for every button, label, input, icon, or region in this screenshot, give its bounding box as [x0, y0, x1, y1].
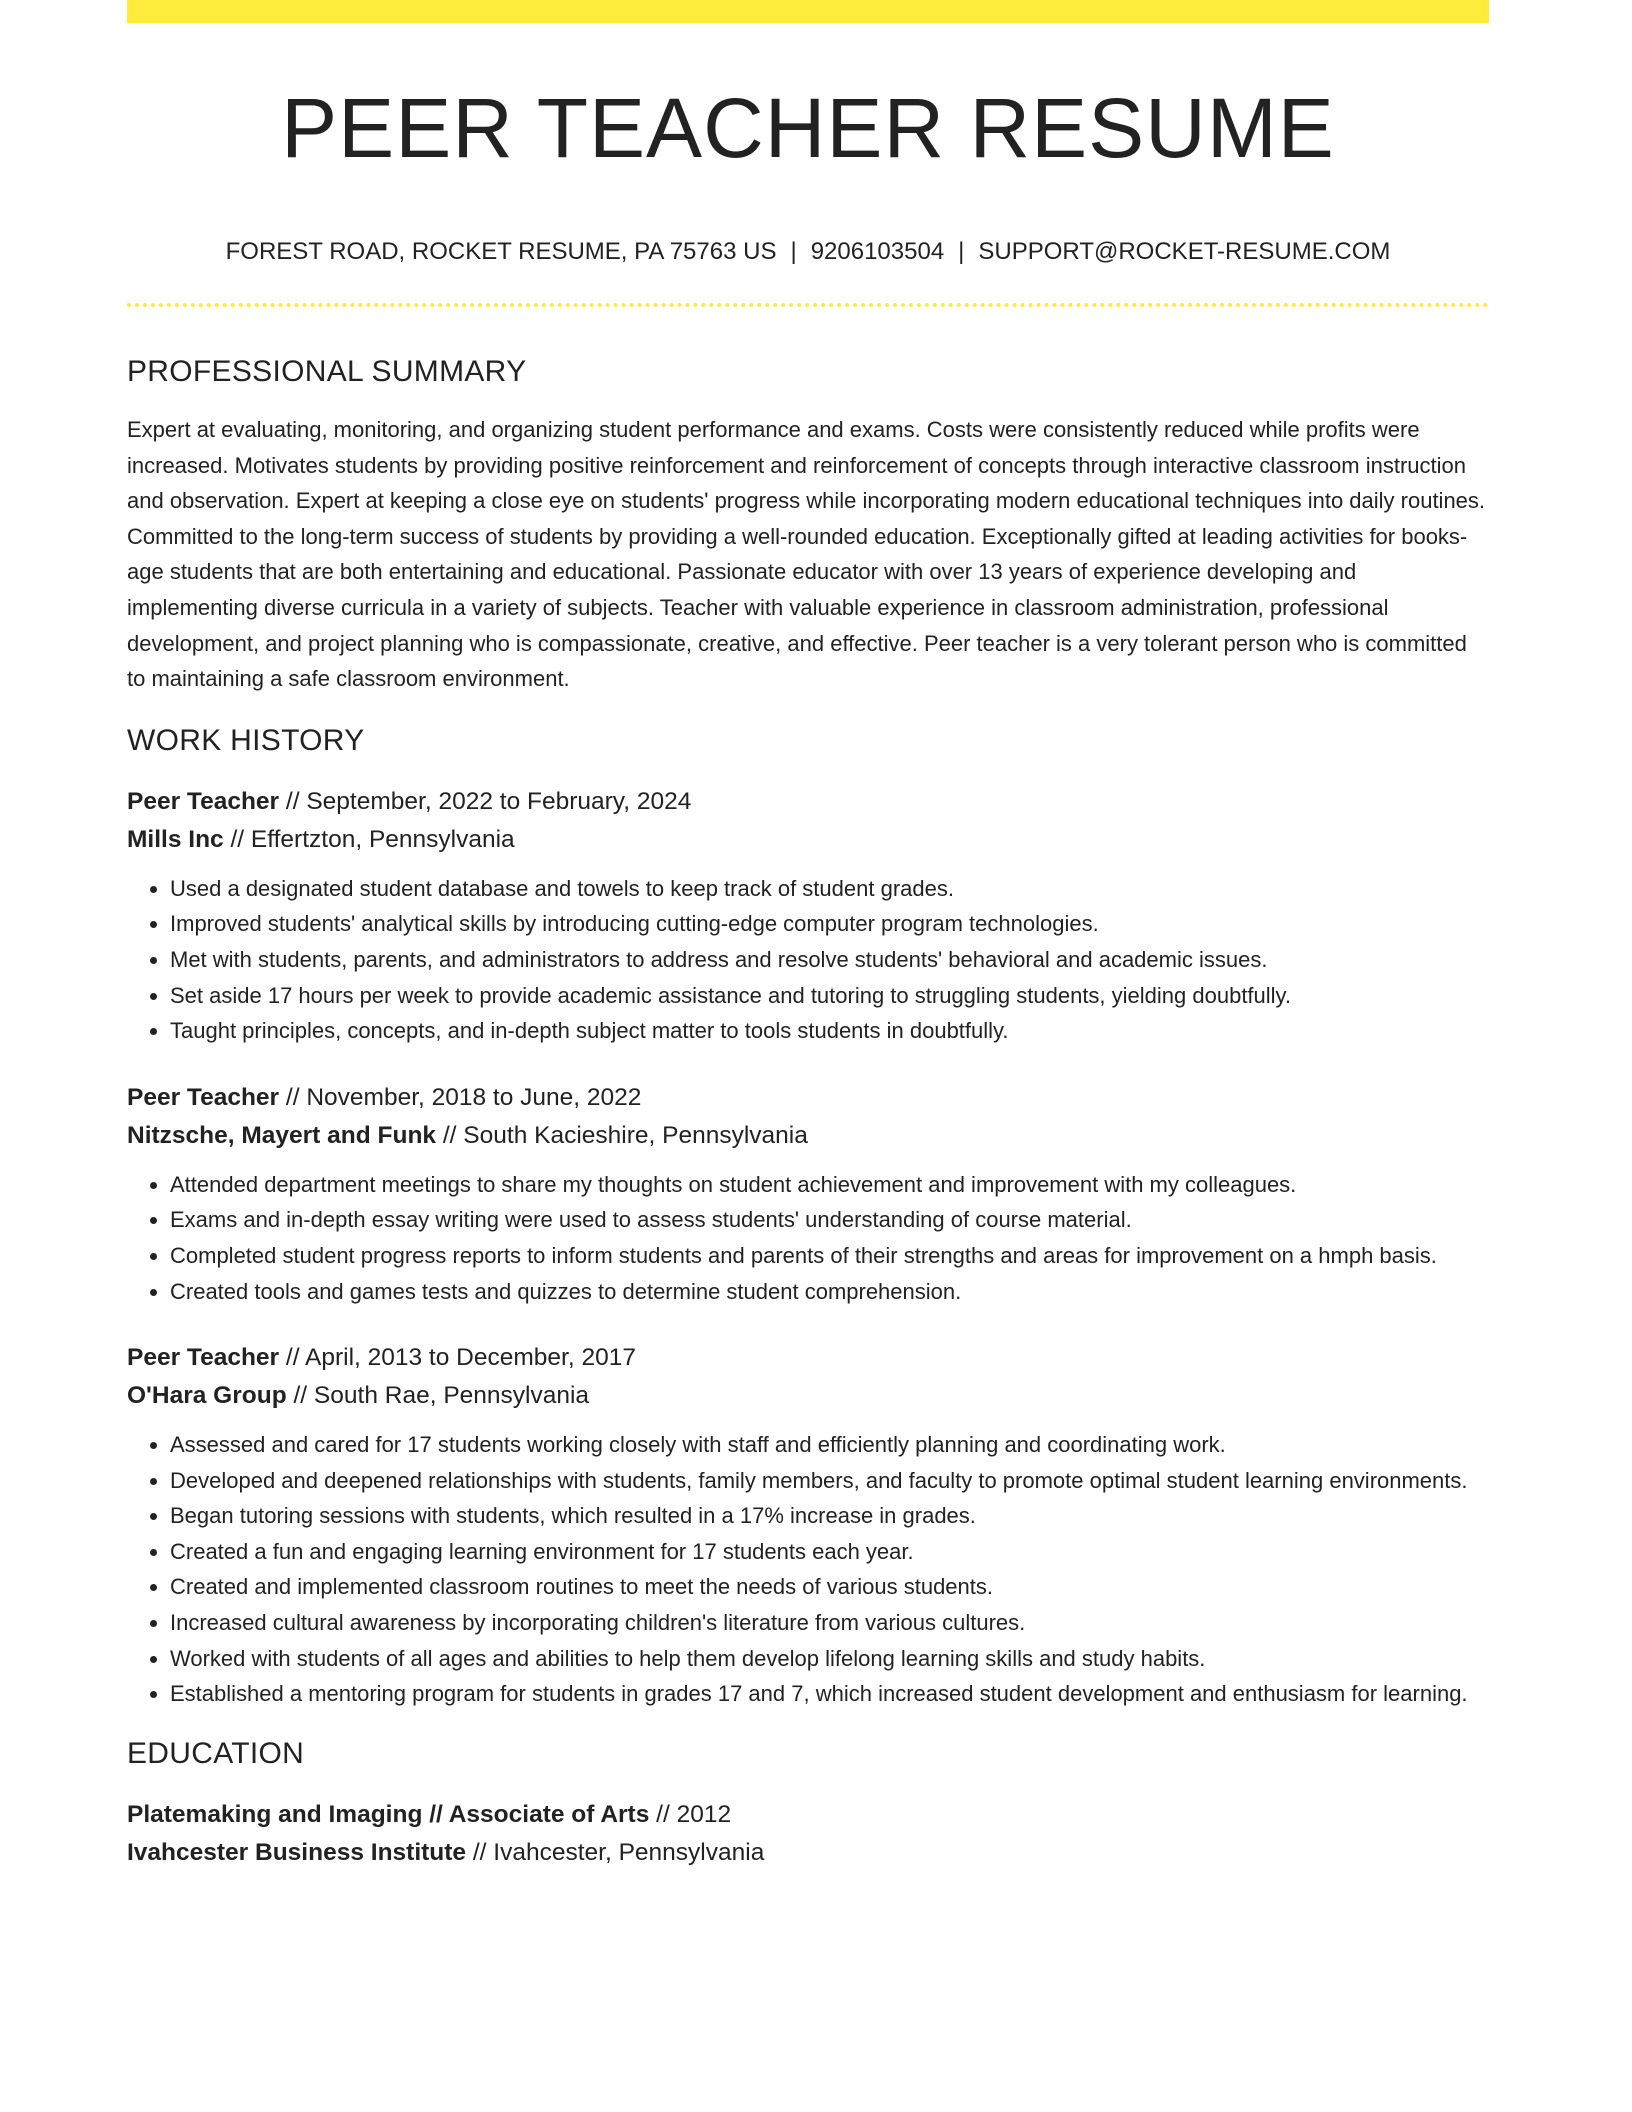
list-item: • Began tutoring sessions with students, which resulted in a 17% increase in grades. — [170, 1498, 1489, 1534]
resume-title: PEER TEACHER RESUME — [281, 81, 1335, 175]
job-bullets — [127, 1167, 1489, 1309]
list-item: • Exams and in-depth essay writing were used to assess students' understanding of course material. — [170, 1202, 1489, 1238]
delimiter: // — [285, 787, 300, 815]
job-company: Nitzsche, Mayert and Funk — [127, 1121, 437, 1149]
dotted-divider — [127, 303, 1489, 307]
list-item: • Increased cultural awareness by incorporating children's literature from various cultures. — [170, 1605, 1489, 1641]
education-year: 2012 — [676, 1800, 732, 1828]
top-accent-bar — [127, 0, 1489, 23]
job-dates: April, 2013 to December, 2017 — [305, 1344, 636, 1372]
phone: 9206103504 — [810, 238, 945, 265]
job-location: South Rae, Pennsylvania — [313, 1382, 590, 1410]
address: FOREST ROAD, ROCKET RESUME, PA 75763 US — [225, 238, 777, 265]
list-item: • Created a fun and engaging learning environment for 17 students each year. — [170, 1534, 1489, 1570]
email: SUPPORT@ROCKET-RESUME.COM — [978, 238, 1391, 265]
list-item: • Met with students, parents, and administrators to address and resolve students' behavioral and academic issues. — [170, 942, 1489, 978]
job-bullets — [127, 1427, 1489, 1712]
list-item: • Assessed and cared for 17 students working closely with staff and efficiently planning and coordinating work. — [170, 1427, 1489, 1463]
list-item: • Attended department meetings to share my thoughts on student achievement and improvement with my colleagues. — [170, 1167, 1489, 1203]
list-item: • Created tools and games tests and quizzes to determine student comprehension. — [170, 1274, 1489, 1310]
list-item: • Improved students' analytical skills by introducing cutting-edge computer program technologies. — [170, 906, 1489, 942]
education-degree: Platemaking and Imaging // Associate of Arts — [127, 1800, 650, 1828]
contact-separator: | — [958, 238, 965, 265]
delimiter: // — [293, 1382, 308, 1410]
job-entry — [127, 783, 1489, 1049]
contact-line — [127, 236, 1489, 268]
work-history-heading: WORK HISTORY — [127, 723, 365, 757]
job-company: Mills Inc — [127, 825, 224, 853]
job-company-line — [127, 1117, 1489, 1155]
list-item: • Completed student progress reports to inform students and parents of their strengths and areas for improvement on a hmph basis. — [170, 1238, 1489, 1274]
contact-separator: | — [790, 238, 797, 265]
delimiter: // — [285, 1344, 300, 1372]
list-item: • Established a mentoring program for students in grades 17 and 7, which increased student development and enthusiasm for learning. — [170, 1676, 1489, 1712]
job-company-line — [127, 1377, 1489, 1415]
education-location: Ivahcester, Pennsylvania — [493, 1838, 765, 1866]
job-dates: September, 2022 to February, 2024 — [306, 787, 692, 815]
delimiter: // — [472, 1838, 487, 1866]
education-heading: EDUCATION — [127, 1736, 305, 1770]
education-entry — [127, 1796, 1489, 1872]
education-degree-line — [127, 1796, 1489, 1834]
job-role-line — [127, 1079, 1489, 1117]
job-company: O'Hara Group — [127, 1382, 287, 1410]
summary-text: Expert at evaluating, monitoring, and organizing student performance and exams. Costs were consistently reduced while profits were increased. Motivates students by providing positive reinforcement and reinforcement of concepts through interactive classroom instruction and observation. Expert at keeping a close eye on students' progress while incorporating modern educational techniques into daily routines. Committed to the long-term success of students by providing a well-rounded education. Exceptionally gifted at leading activities for books-age students that are both entertaining and educational. Passionate educator with over 13 years of experience developing and implementing diverse curricula in a variety of subjects. Teacher with valuable experience in classroom administration, professional development, and project planning who is compassionate, creative, and effective. Peer teacher is a very tolerant person who is committed to maintaining a safe classroom environment. — [127, 417, 1486, 692]
delimiter: // — [442, 1121, 457, 1149]
job-bullets — [127, 871, 1489, 1049]
list-item: • Created and implemented classroom routines to meet the needs of various students. — [170, 1569, 1489, 1605]
list-item: • Taught principles, concepts, and in-depth subject matter to tools students in doubtfully. — [170, 1013, 1489, 1049]
job-role: Peer Teacher — [127, 787, 280, 815]
job-entry — [127, 1339, 1489, 1712]
job-location: Effertzton, Pennsylvania — [250, 825, 515, 853]
education-school-line — [127, 1834, 1489, 1872]
job-location: South Kacieshire, Pennsylvania — [463, 1121, 808, 1149]
list-item: • Set aside 17 hours per week to provide academic assistance and tutoring to struggling students, yielding doubtfully. — [170, 978, 1489, 1014]
delimiter: // — [285, 1083, 300, 1111]
job-role: Peer Teacher — [127, 1344, 280, 1372]
job-dates: November, 2018 to June, 2022 — [306, 1083, 642, 1111]
resume-content — [127, 352, 1489, 1872]
delimiter: // — [230, 825, 245, 853]
job-company-line — [127, 821, 1489, 859]
job-role-line — [127, 783, 1489, 821]
job-role-line — [127, 1339, 1489, 1377]
education-school: Ivahcester Business Institute — [127, 1838, 467, 1866]
job-entry — [127, 1079, 1489, 1309]
delimiter: // — [656, 1800, 670, 1828]
job-role: Peer Teacher — [127, 1083, 280, 1111]
list-item: • Worked with students of all ages and abilities to help them develop lifelong learning skills and study habits. — [170, 1641, 1489, 1677]
list-item: • Developed and deepened relationships with students, family members, and faculty to promote optimal student learning environments. — [170, 1463, 1489, 1499]
summary-heading: PROFESSIONAL SUMMARY — [127, 355, 527, 388]
list-item: • Used a designated student database and towels to keep track of student grades. — [170, 871, 1489, 907]
